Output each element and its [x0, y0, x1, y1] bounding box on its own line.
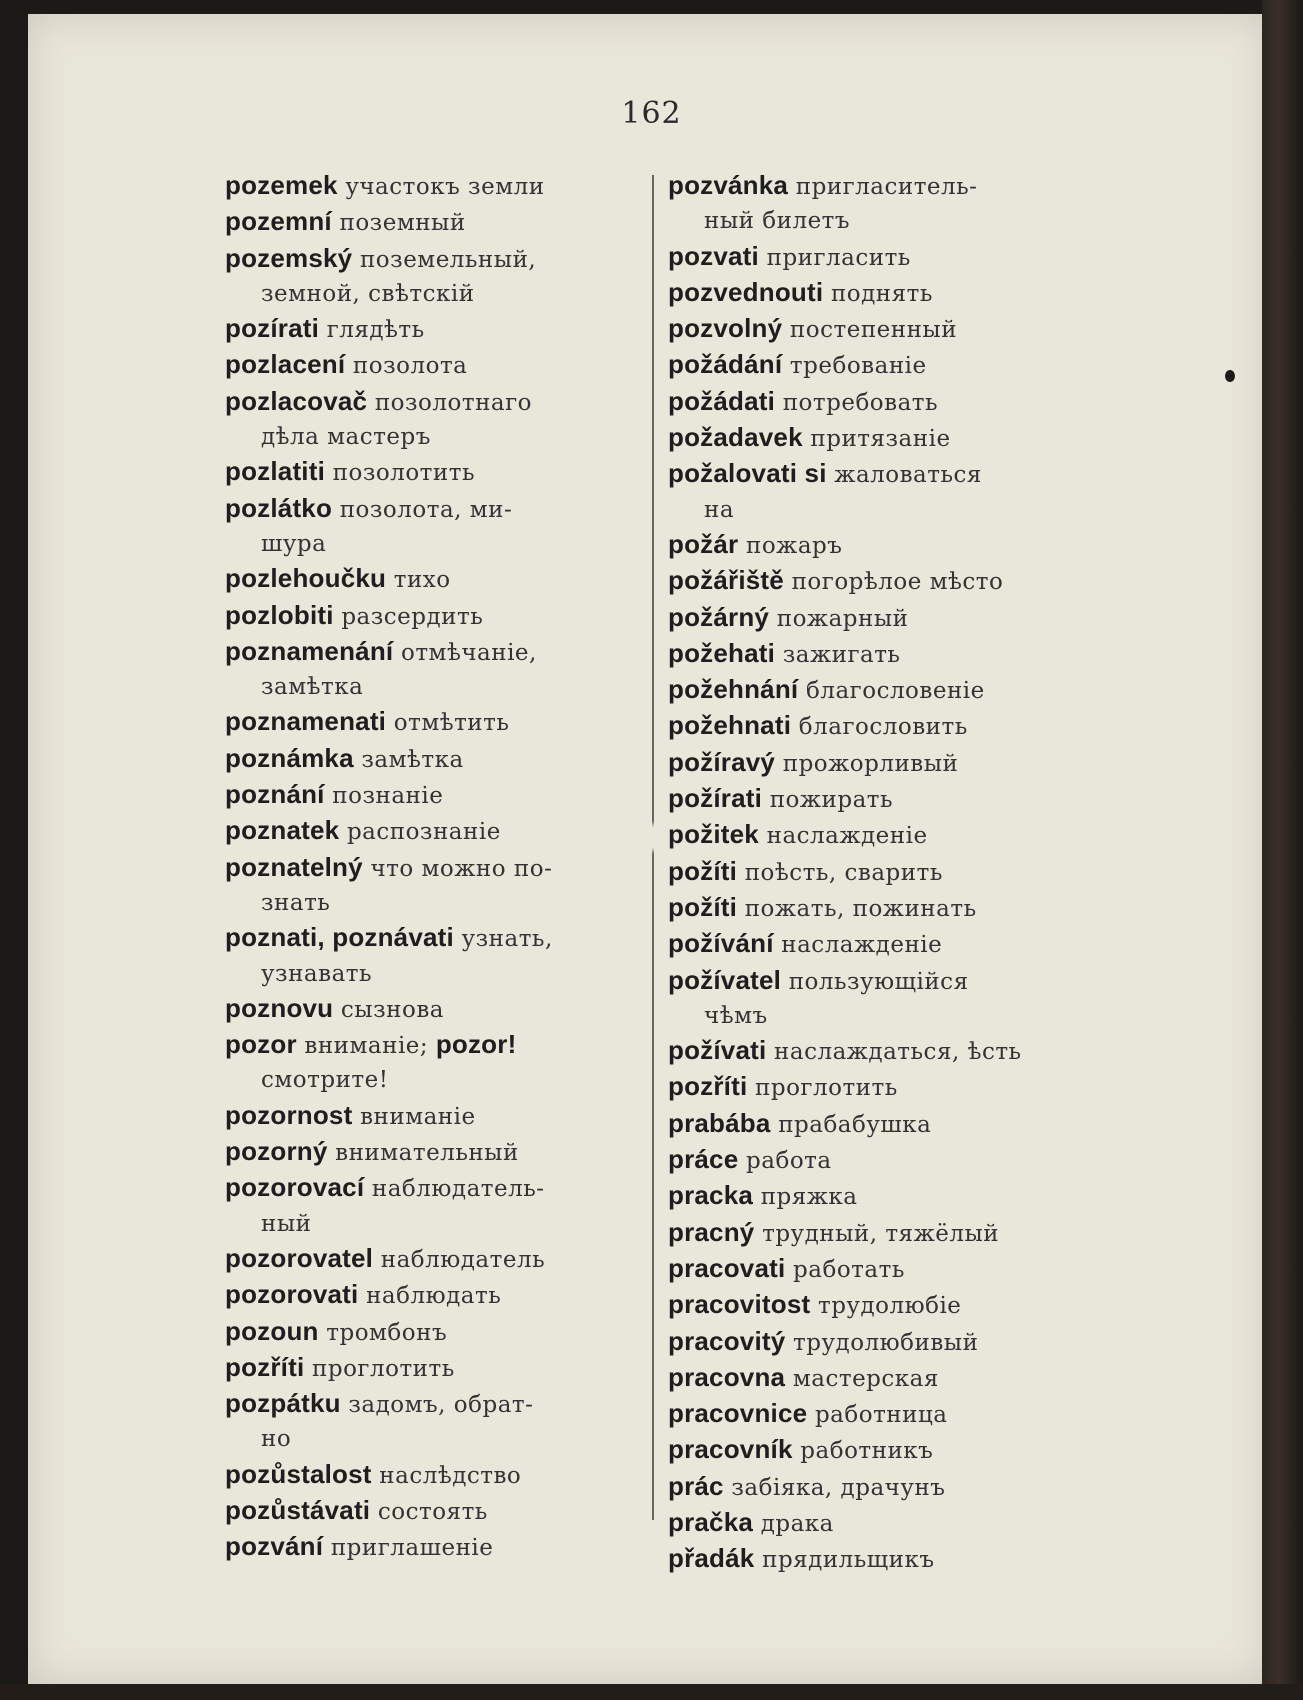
entry-translation: внимательный	[335, 1140, 519, 1167]
dictionary-entry	[225, 168, 645, 204]
dictionary-entry	[225, 598, 645, 634]
entry-headword: poznovu	[225, 992, 334, 1023]
entry-translation: работникъ	[800, 1438, 934, 1465]
entry-translation: пригласить	[766, 244, 911, 271]
entry-translation: забіяка, драчунъ	[731, 1474, 946, 1501]
entry-headword: požádati	[668, 385, 776, 416]
entry-headword: pozoun	[225, 1315, 319, 1346]
entry-translation: замѣтка	[361, 746, 464, 773]
dictionary-entry	[668, 636, 1088, 672]
entry-translation: проглотить	[755, 1075, 898, 1102]
dictionary-entry	[225, 1170, 645, 1241]
entry-headword: přadák	[668, 1543, 755, 1574]
entry-headword: pozlatiti	[225, 456, 326, 487]
entry-headword: práce	[668, 1144, 739, 1175]
entry-headword: požehati	[668, 637, 776, 668]
entry-translation: поднять	[830, 280, 933, 307]
dictionary-entry	[668, 817, 1088, 853]
entry-headword: poznamenati	[225, 706, 387, 737]
entry-headword: pozemský	[225, 242, 353, 273]
dictionary-entry	[225, 813, 645, 849]
entry-translation: наблюдать	[366, 1283, 502, 1310]
entry-translation: тромбонъ	[326, 1319, 448, 1346]
dictionary-entry	[225, 1277, 645, 1313]
entry-headword: pozpátku	[225, 1388, 341, 1419]
entry-translation: приглашеніе	[330, 1535, 494, 1562]
entry-translation: жаловаться	[834, 462, 982, 489]
entry-translation: пожирать	[769, 787, 894, 814]
dictionary-entry	[225, 634, 645, 705]
entry-translation: наслѣдство	[379, 1462, 522, 1489]
entry-translation: трудолюбіе	[817, 1293, 962, 1320]
entry-headword: pozemní	[225, 206, 332, 237]
entry-translation: поѣсть, сварить	[744, 859, 943, 886]
dictionary-entry	[668, 745, 1088, 781]
right-column	[668, 168, 1088, 1578]
entry-translation: постепенный	[789, 317, 958, 344]
entry-headword: požehnání	[668, 674, 799, 705]
dictionary-entry	[225, 384, 645, 455]
dictionary-entry	[668, 1287, 1088, 1323]
entry-headword: pozlacení	[225, 349, 346, 380]
entry-headword: pracovitý	[668, 1325, 786, 1356]
entry-translation: работать	[793, 1256, 905, 1283]
entry-headword: pozorovati	[225, 1279, 359, 1310]
entry-translation: глядѣть	[326, 317, 425, 344]
entry-translation: отмѣчаніе,	[400, 639, 537, 666]
dictionary-entry	[225, 454, 645, 490]
entry-translation: трудный, тяжёлый	[762, 1220, 1000, 1247]
entry-headword: poznámka	[225, 742, 354, 773]
entry-translation: узнать,	[461, 926, 553, 953]
dictionary-entry	[668, 239, 1088, 275]
entry-headword: pozvolný	[668, 313, 783, 344]
entry-translation: наблюдатель	[380, 1246, 546, 1273]
entry-headword: pracovna	[668, 1361, 786, 1392]
entry-translation: наслажденіе	[766, 823, 928, 850]
dictionary-entry	[668, 600, 1088, 636]
entry-headword: poznati, poznávati	[225, 922, 454, 953]
dictionary-entry	[668, 1215, 1088, 1251]
dictionary-entry	[225, 991, 645, 1027]
entry-headword: pracka	[668, 1180, 754, 1211]
entry-translation: отмѣтить	[393, 710, 510, 737]
entry-headword: poznatek	[225, 815, 340, 846]
entry-translation: прядильщикъ	[762, 1547, 935, 1574]
entry-translation: прабабушка	[778, 1111, 932, 1138]
entry-headword: pracovnice	[668, 1398, 808, 1429]
entry-translation: наблюдатель-	[371, 1176, 545, 1203]
entry-headword: prác	[668, 1470, 724, 1501]
entry-headword: pozemek	[225, 170, 338, 200]
dictionary-entry	[668, 347, 1088, 383]
entry-headword: prabába	[668, 1107, 771, 1138]
dictionary-entry	[225, 561, 645, 597]
dictionary-entry	[668, 1360, 1088, 1396]
dictionary-entry	[668, 1142, 1088, 1178]
entry-translation: притязаніе	[810, 426, 951, 453]
entry-translation: зажигать	[782, 641, 901, 668]
entry-headword: pozůstávati	[225, 1494, 371, 1525]
dictionary-entry	[225, 311, 645, 347]
dictionary-entry	[668, 1396, 1088, 1432]
entry-headword: požíti	[668, 855, 738, 886]
dictionary-entry	[225, 1134, 645, 1170]
entry-translation: вниманіе	[360, 1103, 476, 1130]
dictionary-entry	[225, 347, 645, 383]
entry-translation: задомъ, обрат-	[348, 1392, 534, 1419]
entry-headword-secondary: pozor!	[435, 1029, 517, 1060]
entry-translation: позолотнаго	[374, 389, 533, 416]
dictionary-entry	[225, 1027, 645, 1098]
entry-headword: pozlobiti	[225, 599, 334, 630]
dictionary-entry	[225, 1493, 645, 1529]
dictionary-entry	[668, 1069, 1088, 1105]
entry-translation: пряжка	[760, 1184, 858, 1211]
dictionary-entry	[668, 311, 1088, 347]
entry-headword: požívání	[668, 928, 774, 959]
entry-translation: участокъ земли	[345, 174, 545, 200]
entry-translation: познаніе	[332, 783, 444, 810]
entry-translation-continuation: на	[704, 496, 735, 523]
entry-headword: pozornost	[225, 1099, 353, 1130]
dictionary-entry	[225, 1386, 645, 1457]
entry-translation: что можно по-	[370, 855, 553, 882]
dictionary-entry	[668, 1178, 1088, 1214]
entry-translation-continuation: смотрите!	[261, 1067, 389, 1094]
dictionary-entry	[225, 241, 645, 312]
entry-headword: poznamenání	[225, 635, 394, 666]
entry-translation: погорѣлое мѣсто	[791, 569, 1004, 596]
entry-headword: požadavek	[668, 422, 803, 453]
dictionary-entry	[225, 204, 645, 240]
entry-translation: распознаніе	[346, 819, 501, 846]
entry-headword: požalovati si	[668, 458, 827, 489]
dictionary-entry	[225, 1098, 645, 1134]
dictionary-entry	[225, 1241, 645, 1277]
entry-headword: pracný	[668, 1216, 755, 1247]
dictionary-entry	[668, 1505, 1088, 1541]
entry-headword: požívatel	[668, 964, 782, 995]
dictionary-entry	[668, 456, 1088, 527]
entry-headword: požíravý	[668, 746, 776, 777]
entry-translation-continuation: знать	[261, 889, 331, 916]
entry-headword: pozvánka	[668, 170, 789, 200]
entry-translation-continuation: ный	[261, 1210, 312, 1237]
dictionary-entry	[668, 854, 1088, 890]
entry-translation-continuation: дѣла мастеръ	[261, 424, 431, 451]
dictionary-entry	[668, 275, 1088, 311]
entry-headword: pracovati	[668, 1252, 786, 1283]
entry-translation: вниманіе;	[304, 1033, 429, 1060]
dictionary-entry	[668, 708, 1088, 744]
dictionary-entry	[225, 491, 645, 562]
dictionary-entry	[225, 1314, 645, 1350]
entry-translation: работа	[746, 1148, 832, 1175]
dictionary-entry	[668, 1251, 1088, 1287]
entry-translation: пригласитель-	[795, 174, 978, 200]
dictionary-entry	[225, 1529, 645, 1565]
entry-translation: сызнова	[340, 996, 444, 1023]
entry-translation: трудолюбивый	[793, 1329, 979, 1356]
entry-translation: состоять	[377, 1498, 488, 1525]
dictionary-entry	[668, 672, 1088, 708]
entry-translation-continuation: шура	[261, 530, 327, 557]
entry-headword: pracovník	[668, 1434, 793, 1465]
entry-translation: благословеніе	[806, 678, 985, 705]
entry-headword: pozvání	[225, 1531, 324, 1562]
dictionary-entry	[668, 1033, 1088, 1069]
entry-headword: pozorovatel	[225, 1242, 374, 1273]
entry-headword: pozvati	[668, 240, 759, 271]
entry-translation: потребовать	[782, 389, 939, 416]
entry-headword: pozlátko	[225, 492, 333, 523]
entry-headword: poznatelný	[225, 851, 363, 882]
entry-translation: поземельный,	[359, 246, 537, 273]
dictionary-entry	[668, 1541, 1088, 1577]
entry-headword: pracovitost	[668, 1289, 811, 1320]
entry-translation: позолота	[352, 353, 468, 380]
dictionary-entry	[225, 777, 645, 813]
entry-headword: pozor	[225, 1029, 297, 1060]
entry-headword: pozříti	[668, 1071, 748, 1102]
entry-headword: pozůstalost	[225, 1458, 372, 1489]
entry-headword: pozříti	[225, 1351, 305, 1382]
entry-headword: požádání	[668, 349, 783, 380]
entry-headword: pozorovací	[225, 1172, 365, 1203]
entry-translation: разсердить	[341, 603, 484, 630]
entry-headword: požitek	[668, 819, 759, 850]
entry-translation-continuation: узнавать	[261, 960, 373, 987]
entry-translation: требованіе	[789, 353, 927, 380]
dictionary-entry	[225, 704, 645, 740]
entry-headword: poznání	[225, 779, 325, 810]
dictionary-entry	[225, 741, 645, 777]
entry-headword: požíti	[668, 891, 738, 922]
dictionary-entry	[668, 527, 1088, 563]
entry-translation: наслаждаться, ѣсть	[774, 1039, 1022, 1066]
entry-headword: pozírati	[225, 313, 320, 344]
entry-translation-continuation: замѣтка	[261, 674, 364, 701]
entry-translation-continuation: ный билетъ	[704, 208, 851, 235]
scan-border	[0, 1684, 1303, 1700]
dictionary-entry	[225, 920, 645, 991]
dictionary-entry	[668, 420, 1088, 456]
entry-headword: požívati	[668, 1035, 767, 1066]
entry-headword: pozlehoučku	[225, 563, 387, 594]
dictionary-entry	[225, 1350, 645, 1386]
entry-headword: pračka	[668, 1506, 754, 1537]
dictionary-entry	[668, 890, 1088, 926]
left-column	[225, 168, 645, 1566]
entry-translation: позолота, ми-	[339, 496, 513, 523]
dictionary-entry	[668, 168, 1088, 239]
entry-headword: pozvednouti	[668, 276, 824, 307]
entry-translation: проглотить	[312, 1355, 455, 1382]
entry-translation: позолотить	[332, 460, 475, 487]
entry-headword: požárný	[668, 601, 770, 632]
entry-translation-continuation: чѣмъ	[704, 1002, 768, 1029]
entry-translation-continuation: земной, свѣтскій	[261, 280, 475, 307]
dictionary-entry	[668, 1106, 1088, 1142]
column-divider	[652, 175, 654, 1520]
entry-translation: поземный	[339, 210, 466, 237]
dictionary-entry	[225, 850, 645, 921]
dictionary-entry	[225, 1457, 645, 1493]
dictionary-entry	[668, 384, 1088, 420]
book-edge	[1262, 0, 1303, 1700]
entry-headword: požár	[668, 528, 739, 559]
ink-spot	[1225, 370, 1235, 382]
entry-headword: pozlacovač	[225, 385, 368, 416]
entry-translation: благословить	[798, 714, 968, 741]
entry-headword: pozorný	[225, 1136, 328, 1167]
entry-translation: мастерская	[792, 1365, 939, 1392]
entry-translation: пожаръ	[745, 532, 843, 559]
entry-translation: работница	[814, 1402, 948, 1429]
dictionary-entry	[668, 1469, 1088, 1505]
dictionary-entry	[668, 563, 1088, 599]
entry-translation-continuation: но	[261, 1426, 292, 1453]
page-number: 162	[621, 96, 682, 131]
entry-translation: наслажденіе	[781, 932, 943, 959]
entry-translation: пожать, пожинать	[744, 895, 977, 922]
entry-headword: požehnati	[668, 710, 792, 741]
entry-translation: прожорливый	[782, 750, 959, 777]
entry-headword: požírati	[668, 783, 763, 814]
dictionary-entry	[668, 963, 1088, 1034]
dictionary-entry	[668, 926, 1088, 962]
entry-translation: драка	[760, 1510, 834, 1537]
entry-translation: пожарный	[776, 605, 909, 632]
dictionary-entry	[668, 1324, 1088, 1360]
dictionary-entry	[668, 1432, 1088, 1468]
dictionary-entry	[668, 781, 1088, 817]
entry-headword: požářiště	[668, 565, 784, 596]
entry-translation: тихо	[393, 567, 451, 594]
entry-translation: пользующійся	[788, 968, 969, 995]
